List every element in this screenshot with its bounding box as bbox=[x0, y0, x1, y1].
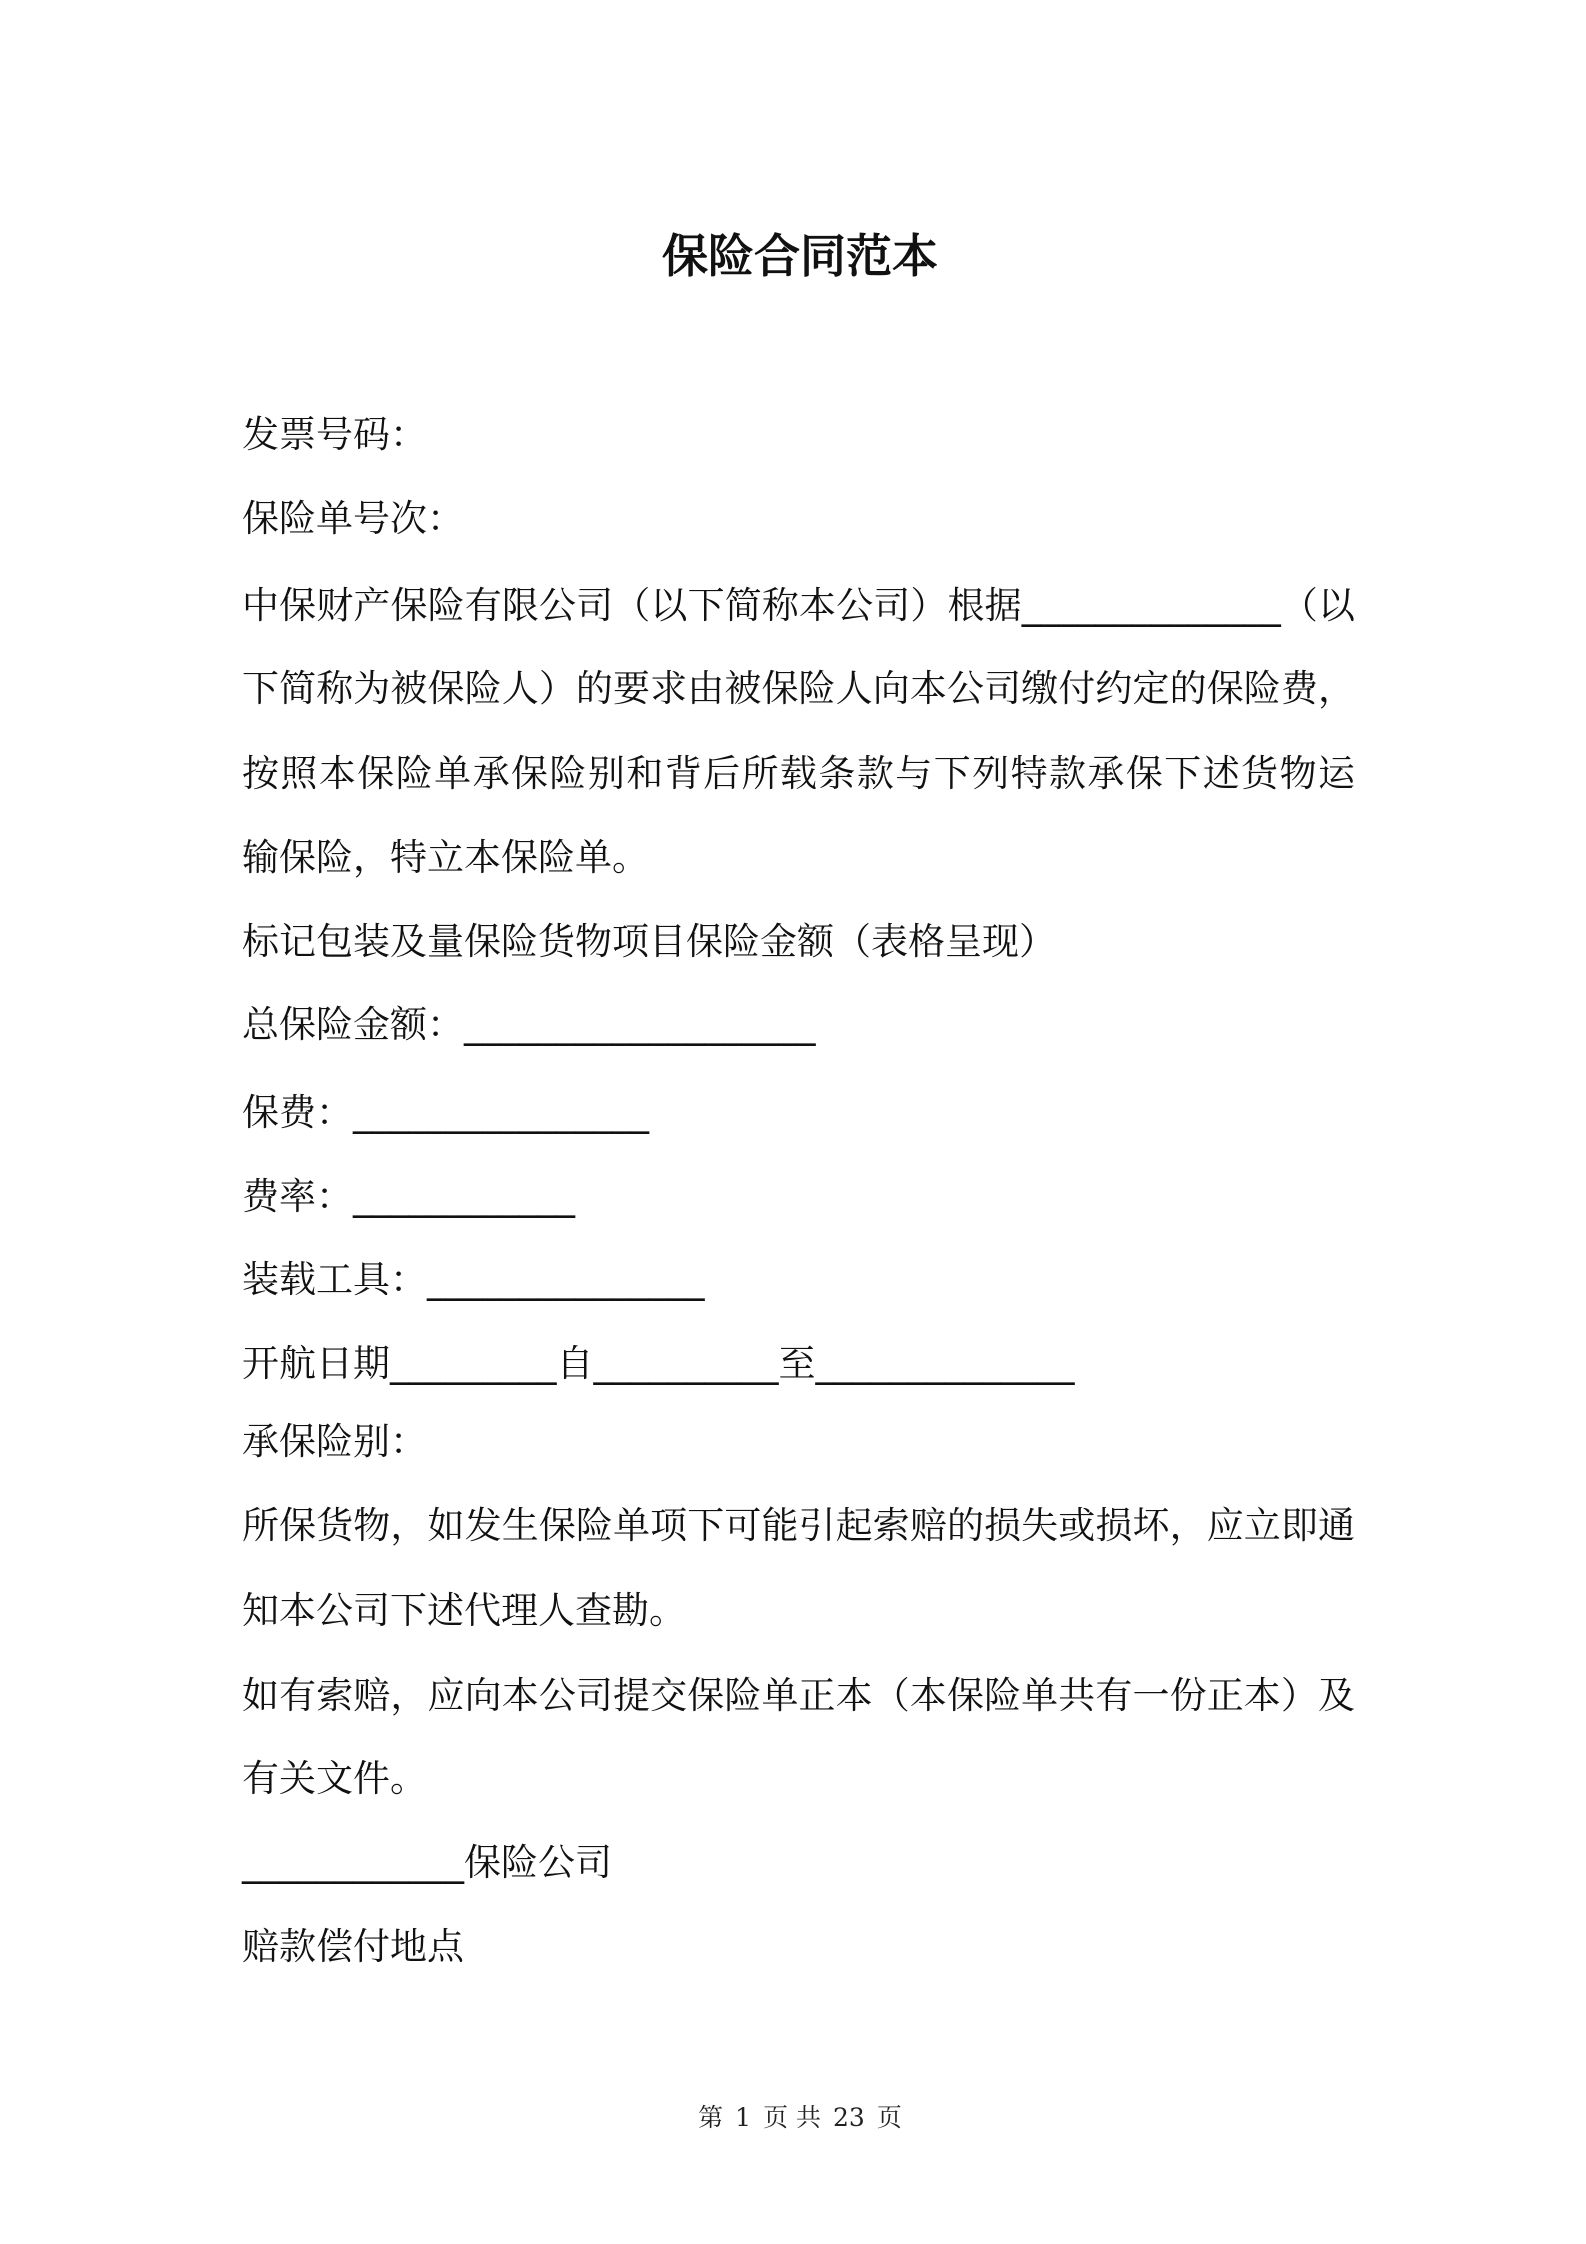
paragraph-line: 按照本保险单承保险别和背后所载条款与下列特款承保下述货物运 bbox=[242, 752, 1355, 795]
paragraph-line: 下简称为被保险人）的要求由被保险人向本公司缴付约定的保险费， bbox=[242, 667, 1355, 710]
rate-field: 费率：____________ bbox=[242, 1175, 575, 1218]
conveyance-field: 装载工具：_______________ bbox=[242, 1258, 705, 1301]
footer-mid: 页 共 bbox=[763, 2103, 822, 2132]
total-pages: 23 bbox=[833, 2103, 865, 2132]
document-title: 保险合同范本 bbox=[662, 229, 938, 283]
claim-payment-place-label: 赔款偿付地点 bbox=[242, 1925, 464, 1968]
paragraph-line: 知本公司下述代理人查勘。 bbox=[242, 1589, 686, 1632]
page-footer bbox=[0, 2098, 1586, 2134]
paragraph-line: 如有索赔，应向本公司提交保险单正本（本保险单共有一份正本）及 bbox=[242, 1674, 1355, 1717]
paragraph-line: 有关文件。 bbox=[242, 1757, 427, 1800]
insurer-signature-field: ____________保险公司 bbox=[242, 1841, 612, 1884]
goods-table-note: 标记包装及量保险货物项目保险金额（表格呈现） bbox=[242, 920, 1056, 963]
paragraph-line: 所保货物，如发生保险单项下可能引起索赔的损失或损坏，应立即通 bbox=[242, 1504, 1355, 1547]
paragraph-line: 中保财产保险有限公司（以下简称本公司）根据______________（以 bbox=[242, 584, 1355, 627]
footer-suffix: 页 bbox=[876, 2103, 902, 2132]
policy-number-label: 保险单号次： bbox=[242, 497, 464, 540]
total-insured-amount-field: 总保险金额：___________________ bbox=[242, 1003, 816, 1046]
footer-prefix: 第 bbox=[698, 2103, 724, 2132]
invoice-number-label: 发票号码： bbox=[242, 413, 427, 456]
page-number: 1 bbox=[735, 2103, 752, 2132]
coverage-label: 承保险别： bbox=[242, 1420, 427, 1463]
paragraph-line: 输保险，特立本保险单。 bbox=[242, 836, 649, 879]
premium-field: 保费：________________ bbox=[242, 1091, 649, 1134]
sailing-date-field: 开航日期_________自__________至______________ bbox=[242, 1342, 1075, 1385]
